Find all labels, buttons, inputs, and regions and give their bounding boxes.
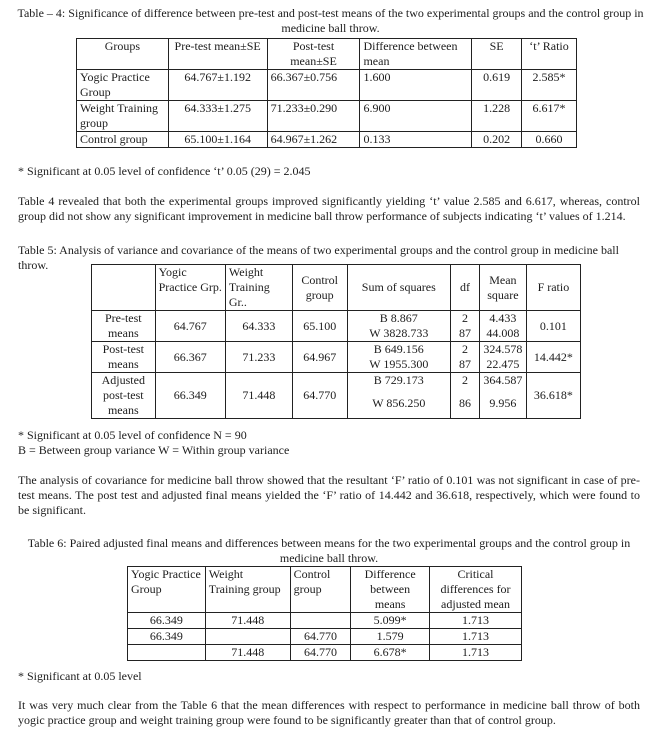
table-cell: 0.133: [360, 132, 472, 148]
table-cell: [128, 645, 206, 661]
table-cell: 1.579: [351, 629, 430, 645]
table-row: [77, 70, 577, 101]
table6-header: Difference between means: [351, 567, 430, 613]
table5-note-variance: B = Between group variance W = Within group variance: [18, 443, 290, 457]
table-cell: 66.367±0.756: [267, 70, 360, 101]
table-cell: 87: [451, 326, 480, 342]
table-cell: 71.448: [205, 645, 290, 661]
table-cell: 0.660: [522, 132, 577, 148]
table-cell: 64.333: [225, 311, 292, 342]
table-cell: Post-test means: [92, 342, 156, 373]
table-cell: 22.475: [479, 357, 526, 373]
table-row: [92, 373, 581, 396]
table-cell: 2: [451, 311, 480, 327]
table-cell: W 1955.300: [347, 357, 450, 373]
table-cell: 71.233±0.290: [267, 101, 360, 132]
table-row: [128, 629, 522, 645]
table4-caption: Table – 4: Significance of difference between pre-test and post-test means of the two experimental groups and the control group in medicine ball throw.: [17, 6, 644, 35]
table5-header: F ratio: [526, 265, 580, 311]
table-row: [92, 342, 581, 358]
table6-header-row: [128, 567, 522, 613]
table-row: [77, 101, 577, 132]
table6: [127, 566, 522, 661]
table-cell: 36.618*: [526, 373, 580, 419]
table-cell: 5.099*: [351, 613, 430, 629]
table-cell: 2.585*: [522, 70, 577, 101]
table-cell: Control group: [77, 132, 169, 148]
table4-header-row: [77, 39, 577, 70]
table-cell: [290, 613, 351, 629]
table-cell: 66.349: [155, 373, 225, 419]
table-cell: 6.678*: [351, 645, 430, 661]
table-cell: 0.619: [472, 70, 522, 101]
table5-header: df: [451, 265, 480, 311]
table-cell: Adjusted post-test means: [92, 373, 156, 419]
table6-header: Critical differences for adjusted mean: [430, 567, 522, 613]
table4-note: * Significant at 0.05 level of confidence ‘t’ 0.05 (29) = 2.045: [18, 164, 311, 178]
table-cell: 65.100: [292, 311, 347, 342]
table-row: [92, 311, 581, 327]
table-row: [128, 613, 522, 629]
table4-header: Pre-test mean±SE: [168, 39, 267, 70]
table-cell: 0.101: [526, 311, 580, 342]
table-cell: 64.967±1.262: [267, 132, 360, 148]
table-cell: 66.349: [128, 613, 206, 629]
table-cell: 1.228: [472, 101, 522, 132]
table-cell: W 856.250: [347, 396, 450, 419]
table5-note-significance: * Significant at 0.05 level of confidence N = 90: [18, 428, 247, 442]
table-cell: 64.767: [155, 311, 225, 342]
table4-header: SE: [472, 39, 522, 70]
table5-header: Control group: [292, 265, 347, 311]
table4: [76, 38, 577, 148]
table-cell: 64.770: [290, 629, 351, 645]
table5-header: Yogic Practice Grp.: [155, 265, 225, 311]
table5-caption: Table 5: Analysis of variance and covariance of the means of two experimental groups and the control group in medicine ball throw.: [18, 243, 619, 272]
table-cell: 64.967: [292, 342, 347, 373]
table5: [91, 264, 581, 419]
table5-header: [92, 265, 156, 311]
table-cell: Pre-test means: [92, 311, 156, 342]
table4-header: Post-test mean±SE: [267, 39, 360, 70]
table-cell: 71.233: [225, 342, 292, 373]
table-cell: [205, 629, 290, 645]
table-cell: 71.448: [225, 373, 292, 419]
table-cell: 324.578: [479, 342, 526, 358]
table-cell: Yogic Practice Group: [77, 70, 169, 101]
table-row: [128, 645, 522, 661]
table-cell: 87: [451, 357, 480, 373]
table-cell: 9.956: [479, 396, 526, 419]
table-cell: 64.767±1.192: [168, 70, 267, 101]
table-cell: 64.333±1.275: [168, 101, 267, 132]
table-cell: 66.349: [128, 629, 206, 645]
table-cell: 65.100±1.164: [168, 132, 267, 148]
table-cell: 2: [451, 342, 480, 358]
table-row: [77, 132, 577, 148]
paragraph-3: It was very much clear from the Table 6 that the mean differences with respect to performance in medicine ball throw of both yogic practice group and weight training group were found to be significantly greater than that of control group.: [18, 698, 640, 727]
table-cell: B 8.867: [347, 311, 450, 327]
table-cell: 364.587: [479, 373, 526, 396]
table-cell: 86: [451, 396, 480, 419]
table-cell: 4.433: [479, 311, 526, 327]
table-cell: 1.600: [360, 70, 472, 101]
table6-caption: Table 6: Paired adjusted final means and differences between means for the two experimental groups and the control group in medicine ball throw.: [27, 536, 631, 565]
table5-header: Sum of squares: [347, 265, 450, 311]
table-cell: B 729.173: [347, 373, 450, 396]
table-cell: B 649.156: [347, 342, 450, 358]
table-cell: 0.202: [472, 132, 522, 148]
table4-header: ‘t’ Ratio: [522, 39, 577, 70]
table-cell: 64.770: [292, 373, 347, 419]
table5-header: Mean square: [479, 265, 526, 311]
paragraph-1: Table 4 revealed that both the experimental groups improved significantly yielding ‘t’ value 2.585 and 6.617, whereas, control group did not show any significant improvement in medicine ball throw performance of subjects indicating ‘t’ values of 1.214.: [18, 194, 640, 223]
table6-header: Weight Training group: [205, 567, 290, 613]
table-cell: 6.900: [360, 101, 472, 132]
paragraph-2: The analysis of covariance for medicine ball throw showed that the resultant ‘F’ ratio of 0.101 was not significant in case of pre-test means. The post test and adjusted final means yielded the ‘F’ ratio of 14.442 and 36.618, respectively, which were found to be significant.: [18, 473, 640, 517]
table-cell: 6.617*: [522, 101, 577, 132]
table-cell: Weight Training group: [77, 101, 169, 132]
table-cell: 44.008: [479, 326, 526, 342]
table-cell: 71.448: [205, 613, 290, 629]
table6-header: Control group: [290, 567, 351, 613]
table4-header: Difference between mean: [360, 39, 472, 70]
table-cell: 1.713: [430, 613, 522, 629]
table-cell: 1.713: [430, 645, 522, 661]
table-cell: 1.713: [430, 629, 522, 645]
table4-header: Groups: [77, 39, 169, 70]
table-cell: 66.367: [155, 342, 225, 373]
table6-note: * Significant at 0.05 level: [18, 669, 142, 683]
table-cell: 14.442*: [526, 342, 580, 373]
table6-header: Yogic Practice Group: [128, 567, 206, 613]
table-cell: 2: [451, 373, 480, 396]
table5-header-row: [92, 265, 581, 311]
table-cell: W 3828.733: [347, 326, 450, 342]
table5-header: Weight Training Gr..: [225, 265, 292, 311]
table-cell: 64.770: [290, 645, 351, 661]
